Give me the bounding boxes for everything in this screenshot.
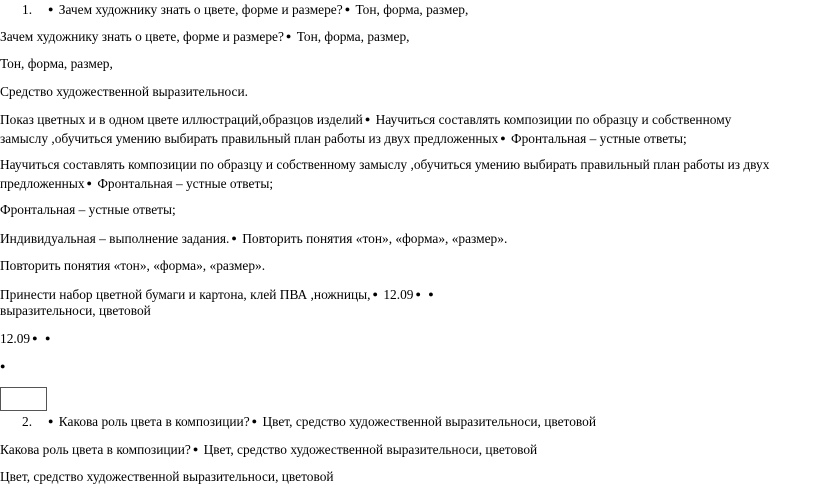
answer-text: Тон, форма, размер, (296, 29, 410, 44)
bullet-icon: ● (0, 361, 6, 371)
answer-text: Тон, форма, размер, (355, 2, 469, 17)
bullet-icon: ● (344, 4, 351, 14)
paragraph-text: Принести набор цветной бумаги и картона, клей ПВА ,ножницы, (0, 287, 371, 302)
text-line (0, 302, 151, 320)
bullet-icon: ● (372, 289, 378, 299)
text-line (0, 440, 537, 459)
bullet-icon: ● (285, 31, 292, 41)
text-line (0, 229, 507, 248)
bullet-icon: ● (251, 416, 258, 426)
date-text: 12.09 (0, 331, 31, 346)
bullet-icon: ● (86, 178, 92, 188)
date-text: 12.09 (383, 287, 414, 302)
paragraph-text: Фронтальная – устные ответы; (511, 131, 687, 146)
paragraph-text: Научиться составлять композиции по образцу и собственному замыслу ,обучиться умению выбирать правильный план работы из двух предложенных (0, 112, 732, 146)
paragraph-text: Средство художественной выразительноси. (0, 84, 249, 99)
question-text: Какова роль цвета в композиции? (58, 414, 250, 429)
text-line (0, 27, 410, 46)
bullet-icon: ● (48, 4, 54, 14)
text-line (0, 468, 334, 486)
text-line (0, 201, 176, 219)
paragraph-text: Повторить понятия «тон», «форма», «размер». (0, 258, 266, 273)
empty-table-cell (0, 387, 47, 411)
item-number: 1. (22, 2, 33, 17)
bullet-icon: ● (500, 133, 506, 143)
list-item-1 (22, 0, 468, 19)
bullet-icon: ● (32, 333, 38, 343)
paragraph-text: Фронтальная – устные ответы; (97, 176, 274, 191)
list-item-2 (22, 412, 596, 431)
answer-text: Цвет, средство художественной выразительноси, цветовой (262, 414, 597, 429)
question-text: Зачем художнику знать о цвете, форме и размере? (0, 29, 284, 44)
text-line (0, 329, 52, 348)
text-paragraph (0, 156, 780, 193)
question-text: Зачем художнику знать о цвете, форме и размере? (58, 2, 343, 17)
bullet-icon: ● (364, 114, 371, 124)
answer-text: Цвет, средство художественной выразительноси, цветовой (0, 469, 334, 484)
bullet-icon: ● (192, 444, 199, 454)
question-text: Какова роль цвета в композиции? (0, 442, 191, 457)
bullet-icon: ● (415, 289, 421, 299)
text-line (0, 55, 113, 73)
text-line (0, 257, 265, 275)
paragraph-text: Индивидуальная – выполнение задания. (0, 231, 230, 246)
item-number: 2. (22, 414, 33, 429)
bullet-icon: ● (48, 416, 54, 426)
answer-text: Цвет, средство художественной выразительноси, цветовой (203, 442, 538, 457)
bullet-icon: ● (44, 333, 51, 343)
bullet-icon: ● (231, 233, 237, 243)
text-line (0, 357, 7, 376)
text-line (0, 83, 248, 101)
paragraph-text: Показ цветных и в одном цвете иллюстраций,образцов изделий (0, 112, 363, 127)
answer-text: Тон, форма, размер, (0, 56, 113, 71)
bullet-icon: ● (428, 289, 434, 299)
text-paragraph (0, 110, 780, 148)
paragraph-text: Фронтальная – устные ответы; (0, 202, 176, 217)
paragraph-text: выразительноси, цветовой (0, 303, 151, 318)
paragraph-text: Повторить понятия «тон», «форма», «размер». (242, 231, 508, 246)
paragraph-text: Научиться составлять композиции по образцу и собственному замыслу ,обучиться умению выбирать правильный план работы из двух предложенных (0, 157, 770, 191)
